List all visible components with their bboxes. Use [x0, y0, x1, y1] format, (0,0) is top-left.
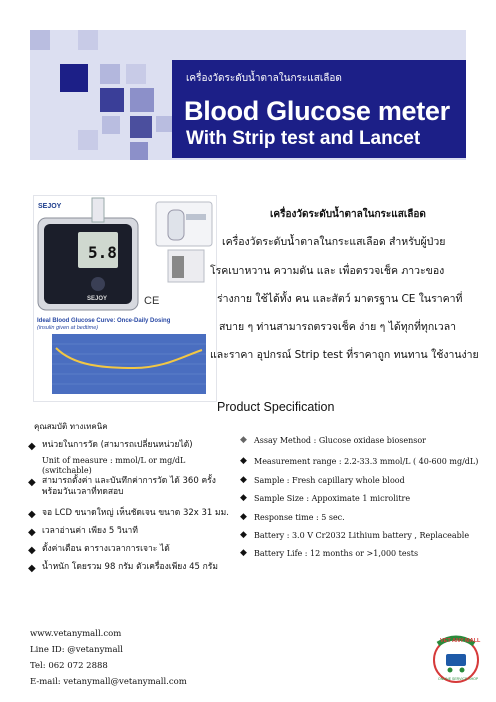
spec-heading: Product Specification: [217, 400, 335, 414]
description-line: โรคเบาหวาน ความดัน และ เพื่อตรวจเช็ค ภาวะของ: [210, 265, 445, 277]
spec-item: ◆ Assay Method : Glucose oxidase biosensor: [240, 435, 427, 445]
diamond-bullet-icon: ◆: [28, 563, 36, 574]
meter-brand: SEJOY: [87, 296, 108, 302]
website-link[interactable]: www.vetanymall.com: [30, 629, 122, 639]
curve-title: Ideal Blood Glucose Curve: Once-Daily Dosing: [37, 318, 171, 324]
diamond-bullet-icon: ◆: [240, 435, 247, 445]
spec-item: ◆ Sample Size : Appoximate 1 microlitre: [240, 493, 411, 503]
spec-item: ◆ สามารถตั้งค่า และบันทึกค่าการวัด ได้ 360 ครั้ง พร้อมวันเวลาที่ทดสอบ: [28, 476, 216, 498]
page-title: Blood Glucose meter: [184, 96, 450, 126]
features-label: คุณสมบัติ ทางเทคนิค: [34, 422, 108, 431]
thai-subtitle: เครื่องวัดระดับน้ำตาลในกระแสเลือด: [186, 73, 342, 84]
product-image: [33, 195, 217, 402]
description-line: ร่างกาย ใช้ได้ทั้ง คน และสัตว์ มาตรฐาน CE ในราคาที่: [217, 293, 463, 305]
diamond-bullet-icon: ◆: [28, 509, 36, 520]
diamond-bullet-icon: ◆: [240, 530, 247, 540]
spec-item: ◆ น้ำหนัก โดยรวม 98 กรัม ตัวเครื่องเพียง 45 กรัม: [28, 562, 218, 574]
spec-item: ◆ จอ LCD ขนาดใหญ่ เห็นชัดเจน ขนาด 32x 31 มม.: [28, 508, 229, 520]
phone-number: Tel: 062 072 2888: [30, 661, 108, 671]
svg-text:ONLINE SERVICE SHOP: ONLINE SERVICE SHOP: [438, 677, 479, 681]
diamond-bullet-icon: ◆: [28, 441, 36, 452]
ce-mark: CE: [144, 295, 160, 307]
spec-item: ◆ ตั้งค่าเตือน ตารางเวลาการเจาะ ได้: [28, 544, 170, 556]
brand-logo: SEJOY: [38, 203, 62, 210]
diamond-bullet-icon: ◆: [240, 548, 247, 558]
diamond-bullet-icon: ◆: [28, 545, 36, 556]
diamond-bullet-icon: ◆: [240, 512, 247, 522]
curve-subtitle: (insulin given at bedtime): [37, 325, 99, 331]
spec-item: ◆ Battery Life : 12 months or >1,000 tests: [240, 548, 419, 558]
email-link[interactable]: E-mail: vetanymall@vetanymall.com: [30, 677, 187, 687]
description-line: เครื่องวัดระดับน้ำตาลในกระแสเลือด สำหรับผู้ป่วย: [222, 236, 446, 248]
spec-item: ◆ เวลาอ่านค่า เพียง 5 วินาที: [28, 526, 138, 538]
diamond-bullet-icon: ◆: [240, 493, 247, 503]
diamond-bullet-icon: ◆: [240, 475, 247, 485]
decorative-squares: [30, 30, 180, 160]
diamond-bullet-icon: ◆: [28, 477, 36, 488]
spec-item: ◆ Response time : 5 sec.: [240, 512, 345, 522]
vet-any-mall-logo: [430, 630, 482, 686]
svg-text:VET ANY MALL: VET ANY MALL: [440, 638, 481, 644]
page-subtitle: With Strip test and Lancet: [186, 128, 421, 149]
diamond-bullet-icon: ◆: [240, 456, 247, 466]
description-line: สบาย ๆ ท่านสามารถตรวจเช็ค ง่าย ๆ ได้ทุกที่ทุกเวลา: [219, 321, 457, 333]
description-heading: เครื่องวัดระดับน้ำตาลในกระแสเลือด: [270, 209, 426, 220]
diamond-bullet-icon: ◆: [28, 527, 36, 538]
line-id: Line ID: @vetanymall: [30, 645, 123, 655]
screen-reading: 5.8: [88, 243, 117, 262]
spec-item: ◆ Sample : Fresh capillary whole blood: [240, 475, 405, 485]
spec-item: ◆ หน่วยในการวัด (สามารถเปลี่ยนหน่วยได้) Unit of measure : mmol/L or mg/dL (switchable): [28, 440, 193, 476]
spec-item: ◆ Measurement range : 2.2-33.3 mmol/L ( 40-600 mg/dL): [240, 456, 479, 466]
spec-item: ◆ Battery : 3.0 V Cr2032 Lithium battery , Replaceable: [240, 530, 470, 540]
description-line: และราคา อุปกรณ์ Strip test ที่ราคาถูก ทนทาน ใช้งานง่าย: [210, 349, 479, 361]
